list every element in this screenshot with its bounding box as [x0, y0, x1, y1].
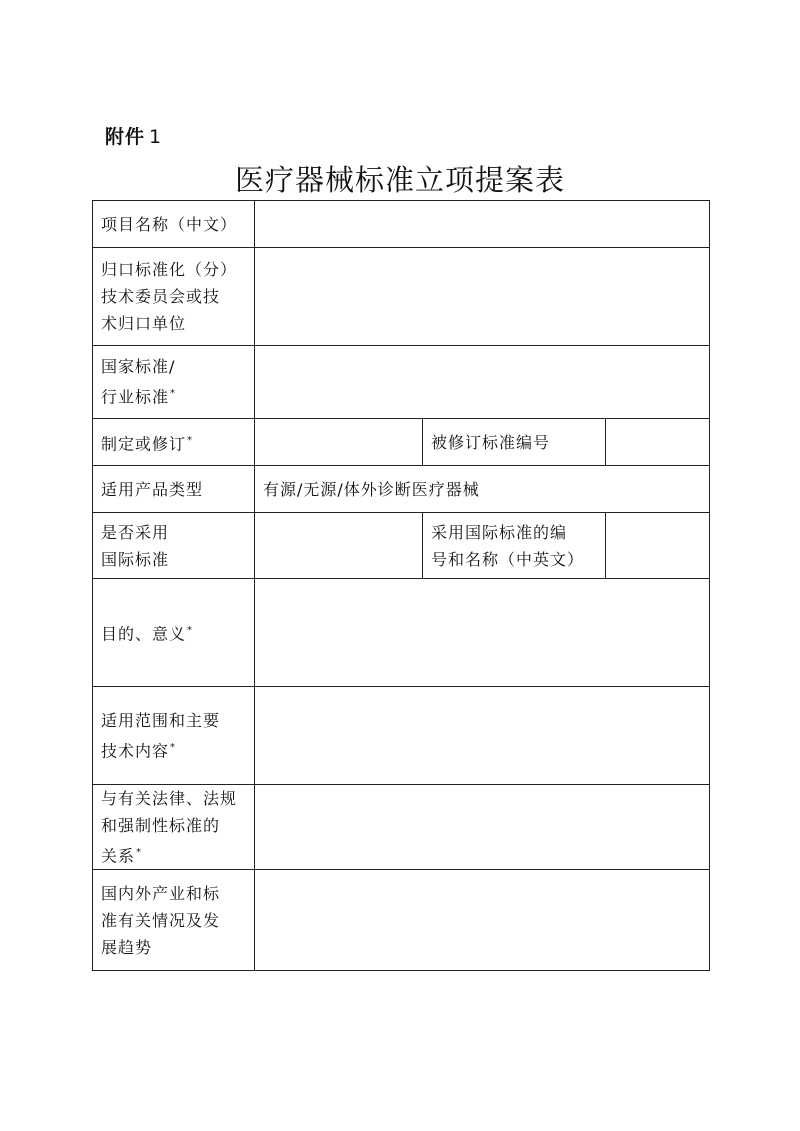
- committee-label-line-3: 术归口单位: [101, 314, 187, 333]
- relation-field[interactable]: [255, 785, 710, 870]
- industry-status-label-line-1: 国内外产业和标: [101, 883, 221, 903]
- standard-type-label: [93, 346, 255, 419]
- establish-or-revise-label-text: 制定或修订: [101, 434, 187, 454]
- adopt-international-field[interactable]: [255, 513, 423, 579]
- industry-status-label-line-2: 准有关情况及发: [101, 910, 221, 930]
- committee-label: [93, 248, 255, 346]
- purpose-field[interactable]: [255, 579, 710, 687]
- project-name-label: [93, 201, 255, 248]
- row-standard-type: [93, 346, 710, 419]
- product-type-label: [93, 466, 255, 513]
- required-mark: *: [187, 434, 194, 446]
- relation-label-line-1: 与有关法律、法规: [101, 789, 238, 808]
- adopt-international-label-line-1: 是否采用: [101, 522, 170, 542]
- product-type-value: 有源/无源/体外诊断医疗器械: [263, 479, 480, 499]
- revised-standard-number-label-text: 被修订标准编号: [431, 432, 551, 452]
- scope-label-line-2: 技术内容*: [101, 741, 177, 761]
- industry-status-field[interactable]: [255, 870, 710, 971]
- international-standard-info-label-line-1: 采用国际标准的编: [431, 522, 568, 542]
- project-name-label-text: 项目名称（中文）: [101, 214, 238, 234]
- row-committee: [93, 248, 710, 346]
- row-industry-status: [93, 870, 710, 971]
- committee-field[interactable]: [255, 248, 710, 346]
- proposal-form-table: [92, 200, 710, 971]
- scope-field[interactable]: [255, 687, 710, 785]
- relation-label-line-2: 和强制性标准的: [101, 816, 221, 835]
- standard-type-field[interactable]: [255, 346, 710, 419]
- product-type-field[interactable]: [255, 466, 710, 513]
- row-relation: [93, 785, 710, 870]
- standard-type-label-line-1: 国家标准/: [101, 357, 176, 377]
- revised-standard-number-label: [423, 419, 606, 466]
- international-standard-info-label-line-2: 号和名称（中英文）: [431, 549, 585, 569]
- required-mark: *: [187, 625, 194, 637]
- product-type-label-text: 适用产品类型: [101, 479, 204, 499]
- relation-label: [93, 785, 255, 870]
- required-mark: *: [170, 388, 177, 400]
- scope-label: [93, 687, 255, 785]
- row-adopt-international: [93, 513, 710, 579]
- attachment-label-text: 附件: [105, 126, 146, 148]
- row-scope: [93, 687, 710, 785]
- international-standard-info-label: [423, 513, 606, 579]
- row-purpose: [93, 579, 710, 687]
- scope-label-line-1: 适用范围和主要: [101, 710, 221, 730]
- purpose-label-text: 目的、意义: [101, 624, 187, 644]
- industry-status-label: [93, 870, 255, 971]
- attachment-number: 1: [149, 126, 163, 148]
- purpose-label: [93, 579, 255, 687]
- required-mark: *: [170, 741, 177, 753]
- industry-status-label-line-3: 展趋势: [101, 937, 153, 957]
- international-standard-info-field[interactable]: [606, 513, 710, 579]
- standard-type-label-line-2: 行业标准*: [101, 387, 177, 407]
- adopt-international-label: [93, 513, 255, 579]
- committee-label-line-1: 归口标准化（分）: [101, 260, 238, 279]
- relation-label-line-3: 关系*: [101, 846, 143, 866]
- row-establish-revise: [93, 419, 710, 466]
- establish-or-revise-label: [93, 419, 255, 466]
- row-project-name: [93, 201, 710, 248]
- required-mark: *: [136, 847, 143, 858]
- committee-label-line-2: 技术委员会或技: [101, 287, 221, 306]
- row-product-type: [93, 466, 710, 513]
- page-title: 医疗器械标准立项提案表: [234, 163, 565, 197]
- project-name-field[interactable]: [255, 201, 710, 248]
- adopt-international-label-line-2: 国际标准: [101, 549, 170, 569]
- revised-standard-number-field[interactable]: [606, 419, 710, 466]
- establish-or-revise-field[interactable]: [255, 419, 423, 466]
- attachment-label: [105, 122, 162, 149]
